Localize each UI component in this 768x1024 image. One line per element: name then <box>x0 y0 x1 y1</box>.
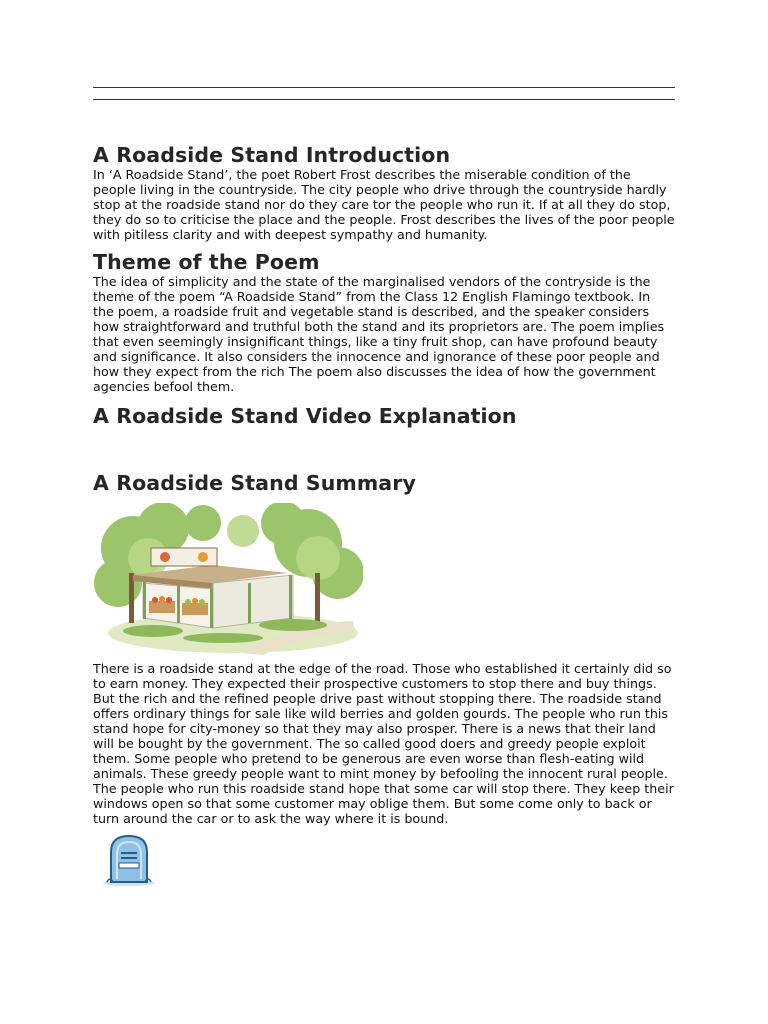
top-rule-2 <box>93 99 675 100</box>
document-body <box>93 143 675 888</box>
summary-heading: A Roadside Stand Summary <box>93 471 416 495</box>
summary-paragraph-2: The people who run this roadside stand hope that some car will stop there. They keep their windows open so that some customer may oblige them. But some come only to back or turn around the car or to ask the way where it is bound. <box>93 781 674 826</box>
tombstone-icon <box>99 832 165 888</box>
summary-paragraph-1: There is a roadside stand at the edge of the road. Those who established it certainly did so to earn money. They expected their prospective customers to stop there and buy things. But the rich and the refined people drive past without stopping there. The roadside stand offers ordinary things for sale like wild berries and golden gourds. The people who run this stand hope for city-money so that they may also prosper. There is a news that their land will be bought by the government. The so called good doers and greedy people exploit them. Some people who pretend to be generous are even worse than flesh-eating wild animals. These greedy people want to mint money by befooling the innocent rural people. <box>93 661 672 781</box>
theme-paragraph: The idea of simplicity and the state of the marginalised vendors of the contryside is the theme of the poem “A Roadside Stand” from the Class 12 English Flamingo textbook. In the poem, a roadside fruit and vegetable stand is described, and the speaker considers how straightforward and truthful both the stand and its proprietors are. The poem implies that even seemingly insignificant things, like a tiny fruit shop, can have profound beauty and significance. It also considers the innocence and ignorance of these poor people and how they expect from the rich The poem also discusses the idea of how the government agencies befool them. <box>93 274 665 394</box>
theme-heading: Theme of the Poem <box>93 250 320 274</box>
intro-paragraph: In ‘A Roadside Stand’, the poet Robert Frost describes the miserable condition of the people living in the countryside. The city people who drive through the countryside hardly stop at the roadside stand nor do they care tor the people who run it. If at all they do stop, they do so to criticise the place and the people. Frost describes the lives of the poor people with pitiless clarity and with deepest sympathy and humanity. <box>93 167 675 242</box>
top-rule-1 <box>93 87 675 88</box>
video-heading: A Roadside Stand Video Explanation <box>93 404 517 428</box>
intro-heading: A Roadside Stand Introduction <box>93 143 451 167</box>
roadside-stand-illustration <box>93 503 363 655</box>
